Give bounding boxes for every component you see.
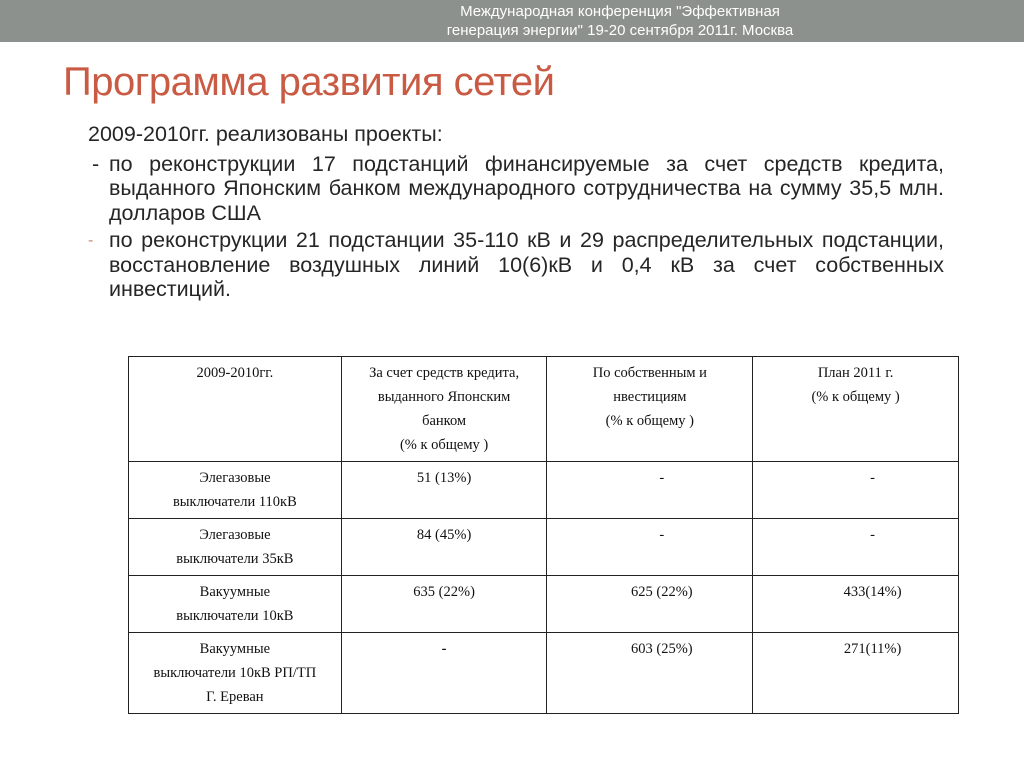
header-cell-credit	[341, 357, 547, 462]
header-cell-own-investments	[547, 357, 753, 462]
row-name-line: Вакуумные	[199, 584, 271, 600]
bullet-text: по реконструкции 21 подстанции 35-110 кВ и 29 распределительных подстанции, восстановление воздушных линий 10(6)кВ и 0,4 кВ за счет собственных инвестиций.	[109, 228, 944, 301]
header-line: 2009-2010гг.	[196, 365, 274, 381]
header-line: нвестициям	[613, 389, 687, 405]
table-row	[129, 519, 959, 576]
conference-title	[400, 2, 840, 40]
bullet-marker: -	[88, 232, 94, 249]
slide-body	[88, 122, 944, 305]
header-cell-period	[129, 357, 342, 462]
table-row	[129, 576, 959, 633]
header-line: (% к общему )	[811, 389, 900, 405]
own-value-cell: -	[547, 519, 753, 576]
own-value-cell: 603 (25%)	[547, 633, 753, 714]
row-name-line: Г. Ереван	[206, 689, 264, 705]
credit-value-cell: 635 (22%)	[341, 576, 547, 633]
row-name-cell	[129, 576, 342, 633]
plan-value-cell: 271(11%)	[753, 633, 959, 714]
credit-value-cell: 84 (45%)	[341, 519, 547, 576]
row-name-line: выключатели 10кВ	[176, 608, 294, 624]
table-header-row	[129, 357, 959, 462]
bullet-text: по реконструкции 17 подстанций финансируемые за счет средств кредита, выданного Японским банком международного сотрудничества на сумму 35,5 млн. долларов США	[109, 151, 944, 225]
plan-value-cell: -	[753, 462, 959, 519]
header-line: выданного Японским	[377, 389, 511, 405]
row-name-cell	[129, 462, 342, 519]
credit-value-cell: -	[341, 633, 547, 714]
row-name-cell	[129, 633, 342, 714]
row-name-line: Элегазовые	[199, 470, 271, 486]
plan-value-cell: -	[753, 519, 959, 576]
own-value-cell: 625 (22%)	[547, 576, 753, 633]
row-name-line: выключатели 35кВ	[176, 551, 294, 567]
row-name-line: Вакуумные	[199, 641, 271, 657]
header-line: (% к общему )	[605, 413, 694, 429]
bullet-item-2	[88, 228, 944, 302]
header-cell-plan-2011	[753, 357, 959, 462]
switches-table	[128, 356, 959, 714]
row-name-line: выключатели 110кВ	[172, 494, 297, 510]
header-line: банком	[422, 413, 467, 429]
slide-title: Программа развития сетей	[63, 60, 555, 104]
conference-title-line-1: Международная конференция "Эффективная	[460, 3, 780, 20]
credit-value-cell: 51 (13%)	[341, 462, 547, 519]
header-line: По собственным и	[592, 365, 707, 381]
plan-value-cell: 433(14%)	[753, 576, 959, 633]
header-line: (% к общему )	[399, 437, 489, 453]
bullet-item-1	[88, 152, 944, 226]
table-row	[129, 462, 959, 519]
row-name-cell	[129, 519, 342, 576]
conference-title-line-2: генерация энергии" 19-20 сентября 2011г. Москва	[446, 22, 794, 39]
header-line: За счет средств кредита,	[369, 365, 520, 381]
header-line: План 2011 г.	[817, 365, 894, 381]
projects-lead: 2009-2010гг. реализованы проекты:	[88, 122, 443, 146]
conference-header-bar	[0, 0, 1024, 42]
bullet-marker: -	[92, 151, 100, 176]
row-name-line: Элегазовые	[199, 527, 271, 543]
own-value-cell: -	[547, 462, 753, 519]
row-name-line: выключатели 10кВ РП/ТП	[153, 665, 317, 681]
table-row	[129, 633, 959, 714]
